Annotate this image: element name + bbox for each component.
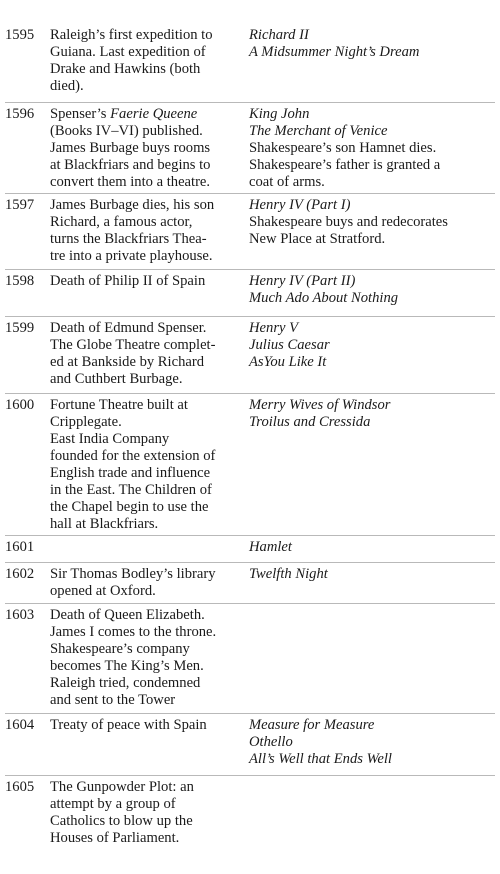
year-cell: 1602 — [5, 566, 35, 582]
event-line: Richard, a famous actor, — [50, 214, 193, 230]
event-line: attempt by a group of — [50, 796, 176, 812]
year-cell: 1600 — [5, 397, 35, 413]
works-cell — [249, 397, 495, 431]
life-note: coat of arms. — [249, 174, 325, 190]
play-title: King John — [249, 106, 310, 122]
book-title: Faerie Queene — [110, 106, 198, 122]
event-line: Death of Edmund Spenser. — [50, 320, 207, 336]
event-cell — [50, 197, 245, 265]
play-title: Hamlet — [249, 539, 292, 555]
event-cell — [50, 106, 245, 191]
play-title: Measure for Measure — [249, 717, 375, 733]
event-line: East India Company — [50, 431, 170, 447]
event-line: Spenser’s Faerie Queene — [50, 106, 198, 122]
event-line: at Blackfriars and begins to — [50, 157, 211, 173]
event-line: Shakespeare’s company — [50, 641, 190, 657]
life-note: Shakespeare’s father is granted a — [249, 157, 441, 173]
timeline-row — [5, 393, 495, 536]
event-line: The Globe Theatre complet- — [50, 337, 216, 353]
life-note: Shakespeare’s son Hamnet dies. — [249, 140, 437, 156]
event-line: The Gunpowder Plot: an — [50, 779, 194, 795]
timeline-row — [5, 316, 495, 394]
event-line: Treaty of peace with Spain — [50, 717, 207, 733]
works-cell — [249, 273, 495, 307]
works-cell — [249, 27, 495, 61]
timeline-row — [5, 24, 495, 102]
play-title: Henry V — [249, 320, 299, 336]
event-line: died). — [50, 78, 84, 94]
timeline-row — [5, 269, 495, 317]
event-cell — [50, 27, 245, 95]
event-line: becomes The King’s Men. — [50, 658, 204, 674]
year-cell: 1601 — [5, 539, 35, 555]
event-line: Sir Thomas Bodley’s library — [50, 566, 216, 582]
life-note: Shakespeare buys and redecorates — [249, 214, 448, 230]
play-title: Othello — [249, 734, 293, 750]
event-line: James Burbage buys rooms — [50, 140, 211, 156]
event-line: (Books IV–VI) published. — [50, 123, 203, 139]
timeline-row — [5, 775, 495, 852]
play-title: Twelfth Night — [249, 566, 328, 582]
timeline-row — [5, 102, 495, 194]
play-title: Henry IV (Part II) — [249, 273, 356, 289]
event-line: English trade and influence — [50, 465, 211, 481]
works-cell — [249, 320, 495, 371]
event-cell — [50, 566, 245, 600]
event-line: Death of Philip II of Spain — [50, 273, 206, 289]
works-cell — [249, 197, 495, 248]
event-cell — [50, 273, 245, 290]
event-line: James Burbage dies, his son — [50, 197, 215, 213]
event-line: in the East. The Children of — [50, 482, 212, 498]
event-line: Raleigh tried, condemned — [50, 675, 201, 691]
year-cell: 1603 — [5, 607, 35, 623]
year-cell: 1597 — [5, 197, 35, 213]
play-title: Much Ado About Nothing — [249, 290, 399, 306]
event-line: Raleigh’s first expedition to — [50, 27, 213, 43]
event-line: hall at Blackfriars. — [50, 516, 159, 532]
timeline-row — [5, 713, 495, 776]
works-cell — [249, 539, 495, 556]
year-cell: 1595 — [5, 27, 35, 43]
event-line: Cripplegate. — [50, 414, 122, 430]
timeline-row — [5, 193, 495, 270]
play-title: AsYou Like It — [249, 354, 327, 370]
play-title: A Midsummer Night’s Dream — [249, 44, 420, 60]
event-cell — [50, 717, 245, 734]
play-title: The Merchant of Venice — [249, 123, 388, 139]
play-title: Troilus and Cressida — [249, 414, 371, 430]
event-line: tre into a private playhouse. — [50, 248, 213, 264]
event-line: ed at Bankside by Richard — [50, 354, 205, 370]
event-cell — [50, 320, 245, 388]
year-cell: 1604 — [5, 717, 35, 733]
event-line: Death of Queen Elizabeth. — [50, 607, 205, 623]
play-title: Henry IV (Part I) — [249, 197, 351, 213]
event-line: and Cuthbert Burbage. — [50, 371, 183, 387]
timeline-row — [5, 603, 495, 714]
event-line: Guiana. Last expedition of — [50, 44, 206, 60]
play-title: All’s Well that Ends Well — [249, 751, 392, 767]
event-line: Drake and Hawkins (both — [50, 61, 201, 77]
event-line: Fortune Theatre built at — [50, 397, 188, 413]
event-cell — [50, 397, 245, 533]
event-line: the Chapel begin to use the — [50, 499, 209, 515]
timeline-row — [5, 535, 495, 563]
works-cell — [249, 566, 495, 583]
year-cell: 1599 — [5, 320, 35, 336]
play-title: Merry Wives of Windsor — [249, 397, 391, 413]
event-line: Houses of Parliament. — [50, 830, 180, 846]
play-title: Julius Caesar — [249, 337, 330, 353]
event-line: and sent to the Tower — [50, 692, 176, 708]
year-cell: 1605 — [5, 779, 35, 795]
works-cell — [249, 106, 495, 191]
event-cell — [50, 607, 245, 709]
event-line: Catholics to blow up the — [50, 813, 193, 829]
timeline-row — [5, 562, 495, 604]
event-line: turns the Blackfriars Thea- — [50, 231, 207, 247]
event-line: founded for the extension of — [50, 448, 216, 464]
life-note: New Place at Stratford. — [249, 231, 386, 247]
event-cell — [50, 779, 245, 847]
event-line: convert them into a theatre. — [50, 174, 211, 190]
year-cell: 1596 — [5, 106, 35, 122]
play-title: Richard II — [249, 27, 309, 43]
works-cell — [249, 717, 495, 768]
year-cell: 1598 — [5, 273, 35, 289]
event-line: opened at Oxford. — [50, 583, 156, 599]
event-line: James I comes to the throne. — [50, 624, 217, 640]
